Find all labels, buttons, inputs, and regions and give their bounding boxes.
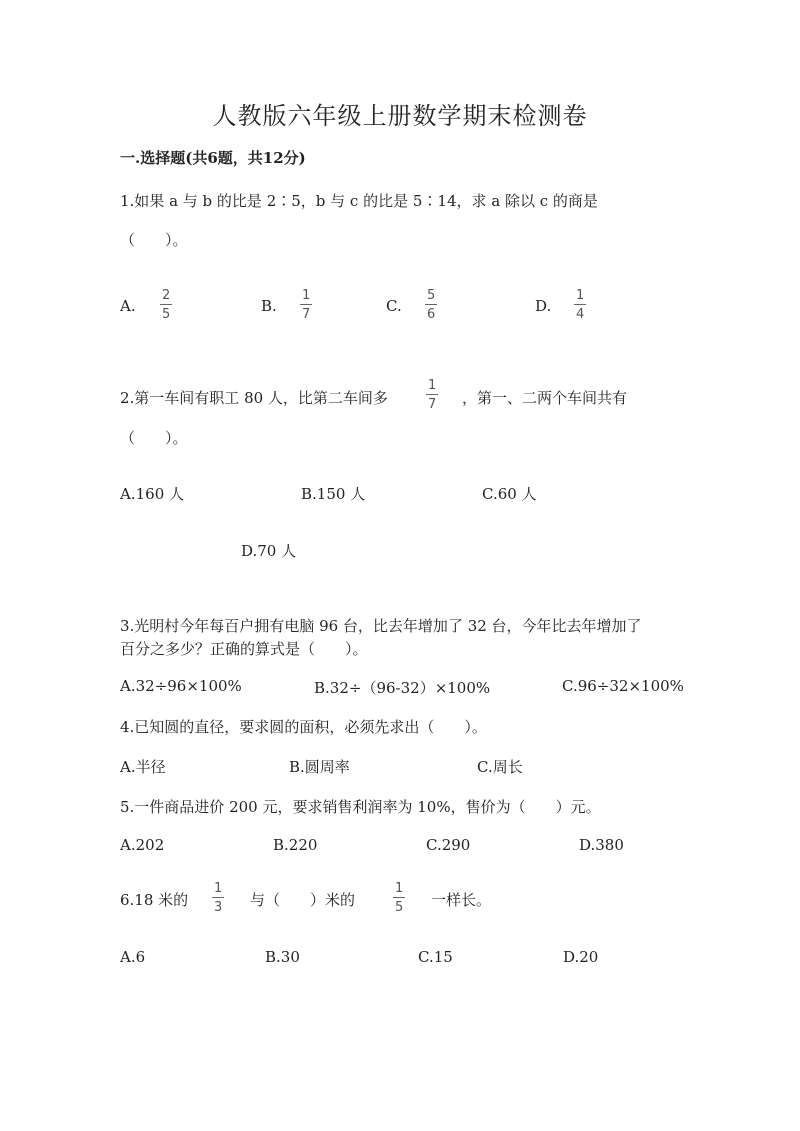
q1-option-a-fraction <box>160 289 172 321</box>
question-3-text-cont: 百分之多少？正确的算式是（ ）。 <box>120 640 368 658</box>
fraction-numerator: 1 <box>428 378 437 393</box>
q2-option-b: B.150 人 <box>301 485 366 503</box>
question-6-text-start: 6.18 米的 <box>120 891 189 909</box>
q2-option-d: D.70 人 <box>241 542 297 560</box>
q2-option-c: C.60 人 <box>482 485 537 503</box>
q4-option-c: C.周长 <box>477 758 523 776</box>
q1-option-a-label: A. <box>120 297 136 315</box>
fraction-numerator: 1 <box>576 288 585 303</box>
question-1-text: 1.如果 a 与 b 的比是 2∶5，b 与 c 的比是 5∶14，求 a 除以 c 的商是 <box>120 192 598 210</box>
fraction-denominator: 6 <box>427 307 436 322</box>
q1-option-d-label: D. <box>535 297 552 315</box>
q3-option-b: B.32÷（96-32）×100% <box>314 679 491 697</box>
question-6-text-mid: 与（ ）米的 <box>250 891 356 909</box>
q1-option-c-fraction <box>425 289 437 321</box>
q1-option-b-fraction <box>300 289 312 321</box>
fraction-denominator: 3 <box>214 900 223 915</box>
fraction-denominator: 7 <box>428 397 437 412</box>
question-2-text-end: ，第一、二两个车间共有 <box>462 389 628 407</box>
fraction-numerator: 5 <box>427 288 436 303</box>
fraction-denominator: 4 <box>576 307 585 322</box>
question-6-fraction-2 <box>393 882 405 914</box>
fraction-numerator: 1 <box>302 288 311 303</box>
q6-option-a: A.6 <box>120 948 146 966</box>
question-4-text: 4.已知圆的直径，要求圆的面积，必须先求出（ ）。 <box>120 718 487 736</box>
fraction-numerator: 2 <box>162 288 171 303</box>
q1-option-b-label: B. <box>261 297 277 315</box>
fraction-denominator: 5 <box>162 307 171 322</box>
q3-option-a: A.32÷96×100% <box>120 677 242 695</box>
q2-option-a: A.160 人 <box>120 485 184 503</box>
section-heading: 一.选择题(共6题，共12分) <box>120 149 306 167</box>
page-title: 人教版六年级上册数学期末检测卷 <box>212 102 588 130</box>
fraction-numerator: 1 <box>214 881 223 896</box>
question-2-blank: （ ）。 <box>120 429 188 447</box>
question-1-blank: （ ）。 <box>120 231 188 249</box>
question-5-text: 5.一件商品进价 200 元，要求销售利润率为 10%，售价为（ ）元。 <box>120 798 601 816</box>
question-2-fraction <box>426 379 438 411</box>
q5-option-c: C.290 <box>426 836 471 854</box>
question-6-fraction-1 <box>212 882 224 914</box>
q1-option-d-fraction <box>574 289 586 321</box>
q5-option-a: A.202 <box>120 836 165 854</box>
fraction-denominator: 7 <box>302 307 311 322</box>
q5-option-d: D.380 <box>579 836 624 854</box>
question-6-text-end: 一样长。 <box>431 891 492 909</box>
q5-option-b: B.220 <box>273 836 318 854</box>
q6-option-b: B.30 <box>265 948 300 966</box>
q4-option-b: B.圆周率 <box>289 758 350 776</box>
fraction-denominator: 5 <box>395 900 404 915</box>
question-2-text-start: 2.第一车间有职工 80 人，比第二车间多 <box>120 389 388 407</box>
fraction-numerator: 1 <box>395 881 404 896</box>
q3-option-c: C.96÷32×100% <box>562 677 684 695</box>
q6-option-c: C.15 <box>418 948 453 966</box>
q1-option-c-label: C. <box>386 297 402 315</box>
q4-option-a: A.半径 <box>120 758 166 776</box>
question-3-text: 3.光明村今年每百户拥有电脑 96 台，比去年增加了 32 台，今年比去年增加了 <box>120 617 642 635</box>
q6-option-d: D.20 <box>563 948 599 966</box>
